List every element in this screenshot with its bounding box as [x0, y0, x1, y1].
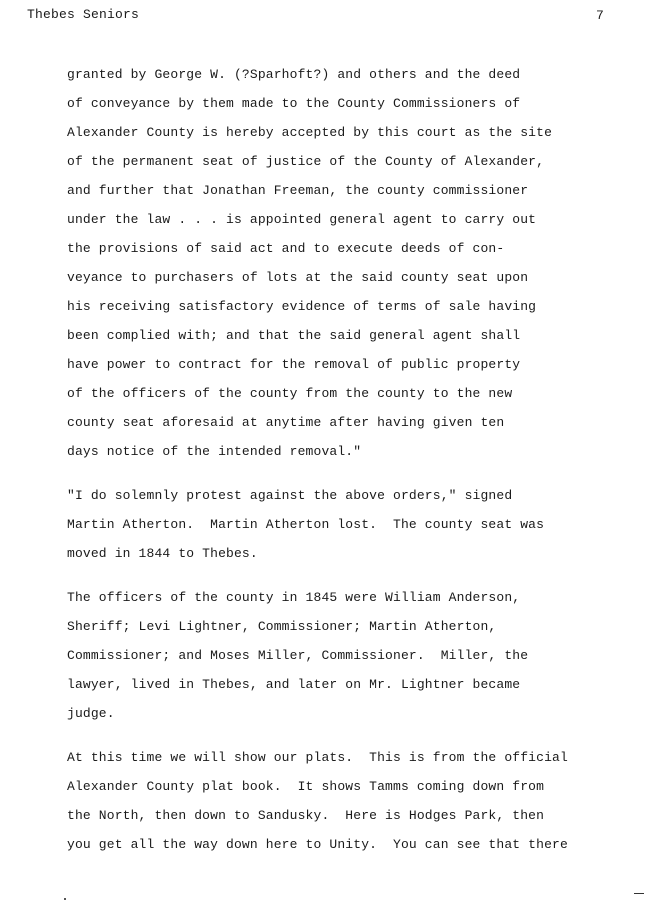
text-line: Alexander County is hereby accepted by this court as the site — [67, 125, 553, 140]
paragraph-gap — [67, 466, 627, 481]
text-line: At this time we will show our plats. This is from the official — [67, 750, 568, 765]
text-line: Alexander County plat book. It shows Tamms coming down from — [67, 779, 545, 794]
text-line: his receiving satisfactory evidence of terms of sale having — [67, 299, 537, 314]
document-body — [67, 60, 627, 859]
text-line: veyance to purchasers of lots at the said county seat upon — [67, 270, 529, 285]
paragraph-4 — [67, 743, 627, 859]
text-line: county seat aforesaid at anytime after having given ten — [67, 415, 505, 430]
paragraph-gap — [67, 568, 627, 583]
text-line: judge. — [67, 706, 115, 721]
text-line: been complied with; and that the said general agent shall — [67, 328, 521, 343]
text-line: have power to contract for the removal of public property — [67, 357, 521, 372]
text-line: you get all the way down here to Unity. You can see that there — [67, 837, 568, 852]
paragraph-gap — [67, 728, 627, 743]
text-line: "I do solemnly protest against the above orders," signed — [67, 488, 513, 503]
text-line: the North, then down to Sandusky. Here is Hodges Park, then — [67, 808, 545, 823]
text-line: days notice of the intended removal." — [67, 444, 362, 459]
text-line: Sheriff; Levi Lightner, Commissioner; Martin Atherton, — [67, 619, 497, 634]
text-line: under the law . . . is appointed general agent to carry out — [67, 212, 537, 227]
text-line: Martin Atherton. Martin Atherton lost. The county seat was — [67, 517, 545, 532]
text-line: granted by George W. (?Sparhoft?) and others and the deed — [67, 67, 521, 82]
text-line: and further that Jonathan Freeman, the county commissioner — [67, 183, 529, 198]
page-header-title: Thebes Seniors — [27, 7, 140, 22]
paragraph-3 — [67, 583, 627, 728]
text-line: The officers of the county in 1845 were William Anderson, — [67, 590, 521, 605]
text-line: of the officers of the county from the county to the new — [67, 386, 513, 401]
text-line: the provisions of said act and to execute deeds of con- — [67, 241, 505, 256]
paragraph-2 — [67, 481, 627, 568]
page-number: 7 — [596, 8, 604, 23]
text-line: Commissioner; and Moses Miller, Commissioner. Miller, the — [67, 648, 529, 663]
text-line: of the permanent seat of justice of the County of Alexander, — [67, 154, 545, 169]
scan-edge-mark — [634, 893, 644, 894]
text-line: moved in 1844 to Thebes. — [67, 546, 258, 561]
text-line: lawyer, lived in Thebes, and later on Mr. Lightner became — [67, 677, 521, 692]
paragraph-1 — [67, 60, 627, 466]
text-line: of conveyance by them made to the County Commissioners of — [67, 96, 521, 111]
scan-speck — [64, 898, 66, 900]
